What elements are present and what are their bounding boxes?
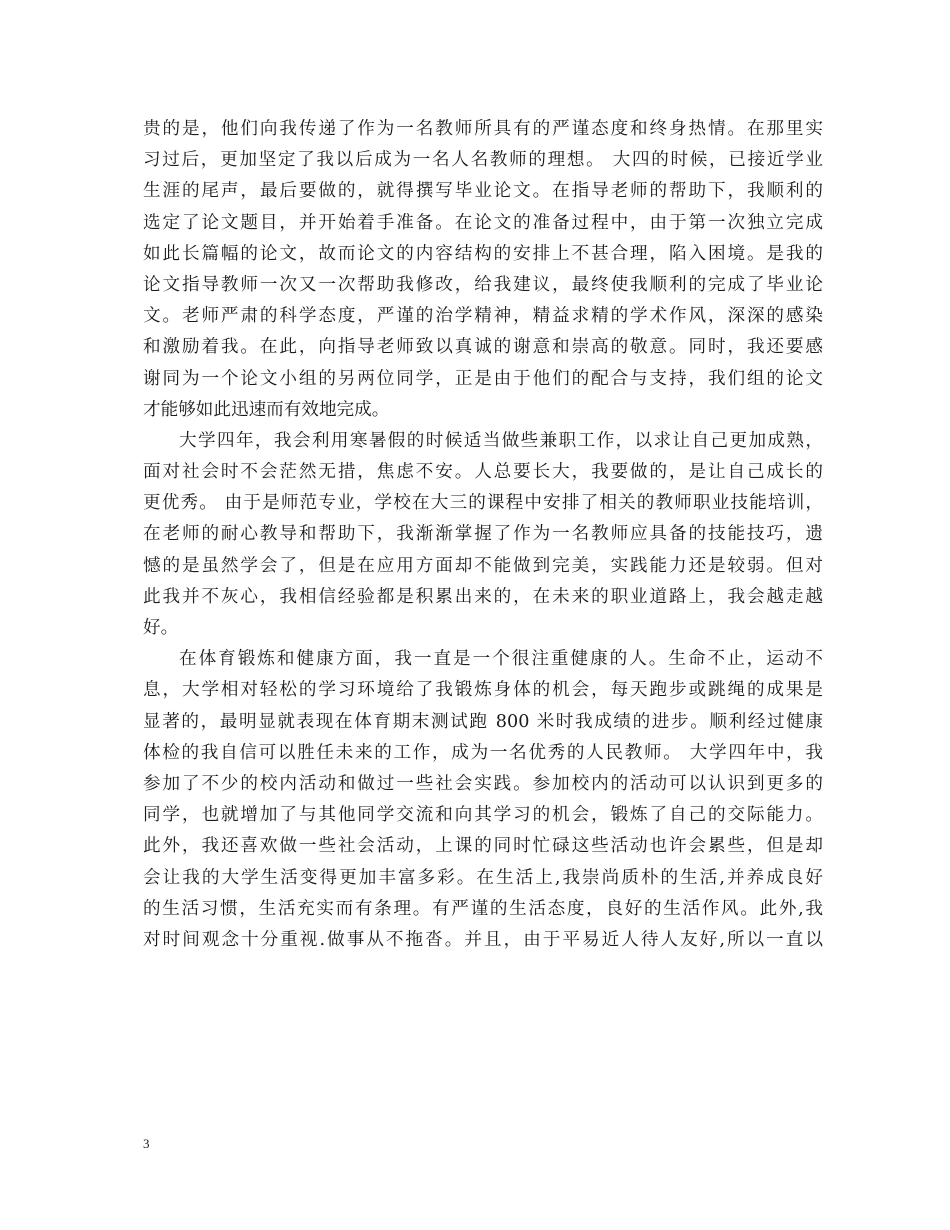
text-line: 憾的是虽然学会了，但是在应用方面却不能做到完美，实践能力还是较弱。但对 bbox=[143, 555, 823, 576]
text-line: 参加了不少的校内活动和做过一些社会实践。参加校内的活动可以认识到更多的 bbox=[143, 773, 823, 794]
text-line: 论文指导教师一次又一次帮助我修改，给我建议，最终使我顺利的完成了毕业论 bbox=[143, 274, 823, 295]
body-text bbox=[143, 114, 823, 956]
text-line: 对时间观念十分重视.做事从不拖沓。并且，由于平易近人待人友好,所以一直以 bbox=[143, 929, 823, 950]
text-line: 更优秀。 由于是师范专业，学校在大三的课程中安排了相关的教师职业技能培训， bbox=[143, 493, 823, 514]
text-line: 好。 bbox=[143, 618, 179, 638]
text-line: 谢同为一个论文小组的另两位同学，正是由于他们的配合与支持，我们组的论文 bbox=[143, 368, 823, 389]
text-line: 选定了论文题目，并开始着手准备。在论文的准备过程中，由于第一次独立完成 bbox=[143, 212, 823, 233]
text-line: 息，大学相对轻松的学习环境给了我锻炼身体的机会，每天跑步或跳绳的成果是 bbox=[143, 680, 823, 701]
text-line: 贵的是，他们向我传递了作为一名教师所具有的严谨态度和终身热情。在那里实 bbox=[143, 119, 823, 139]
page-number: 3 bbox=[143, 1136, 150, 1151]
text-line: 同学，也就增加了与其他同学交流和向其学习的机会，锻炼了自己的交际能力。 bbox=[143, 805, 823, 826]
text-line: 才能够如此迅速而有效地完成。 bbox=[143, 399, 390, 420]
text-line: 此我并不灰心，我相信经验都是积累出来的，在未来的职业道路上，我会越走越 bbox=[143, 586, 823, 607]
text-line: 显著的，最明显就表现在体育期末测试跑 800 米时我成绩的进步。顺利经过健康 bbox=[143, 711, 823, 732]
text-line: 习过后，更加坚定了我以后成为一名人名教师的理想。 大四的时候，已接近学业 bbox=[143, 150, 823, 171]
text-line: 在体育锻炼和健康方面，我一直是一个很注重健康的人。生命不止，运动不 bbox=[179, 649, 823, 670]
text-line: 在老师的耐心教导和帮助下，我渐渐掌握了作为一名教师应具备的技能技巧，遗 bbox=[143, 524, 823, 545]
text-line: 大学四年，我会利用寒暑假的时候适当做些兼职工作，以求让自己更加成熟， bbox=[179, 430, 823, 451]
text-line: 文。老师严肃的科学态度，严谨的治学精神，精益求精的学术作风，深深的感染 bbox=[143, 306, 823, 327]
text-line: 体检的我自信可以胜任未来的工作，成为一名优秀的人民教师。 大学四年中，我 bbox=[143, 742, 823, 763]
text-line: 此外，我还喜欢做一些社会活动，上课的同时忙碌这些活动也许会累些，但是却 bbox=[143, 836, 823, 857]
text-line: 和激励着我。在此，向指导老师致以真诚的谢意和崇高的敬意。同时，我还要感 bbox=[143, 337, 823, 358]
text-line: 面对社会时不会茫然无措，焦虑不安。人总要长大，我要做的，是让自己成长的 bbox=[143, 462, 823, 483]
text-line: 生涯的尾声，最后要做的，就得撰写毕业论文。在指导老师的帮助下，我顺利的 bbox=[143, 181, 823, 202]
text-line: 如此长篇幅的论文，故而论文的内容结构的安排上不甚合理，陷入困境。是我的 bbox=[143, 243, 823, 264]
text-line: 的生活习惯，生活充实而有条理。有严谨的生活态度，良好的生活作风。此外,我 bbox=[143, 898, 823, 919]
text-line: 会让我的大学生活变得更加丰富多彩。在生活上,我崇尚质朴的生活,并养成良好 bbox=[143, 867, 823, 888]
